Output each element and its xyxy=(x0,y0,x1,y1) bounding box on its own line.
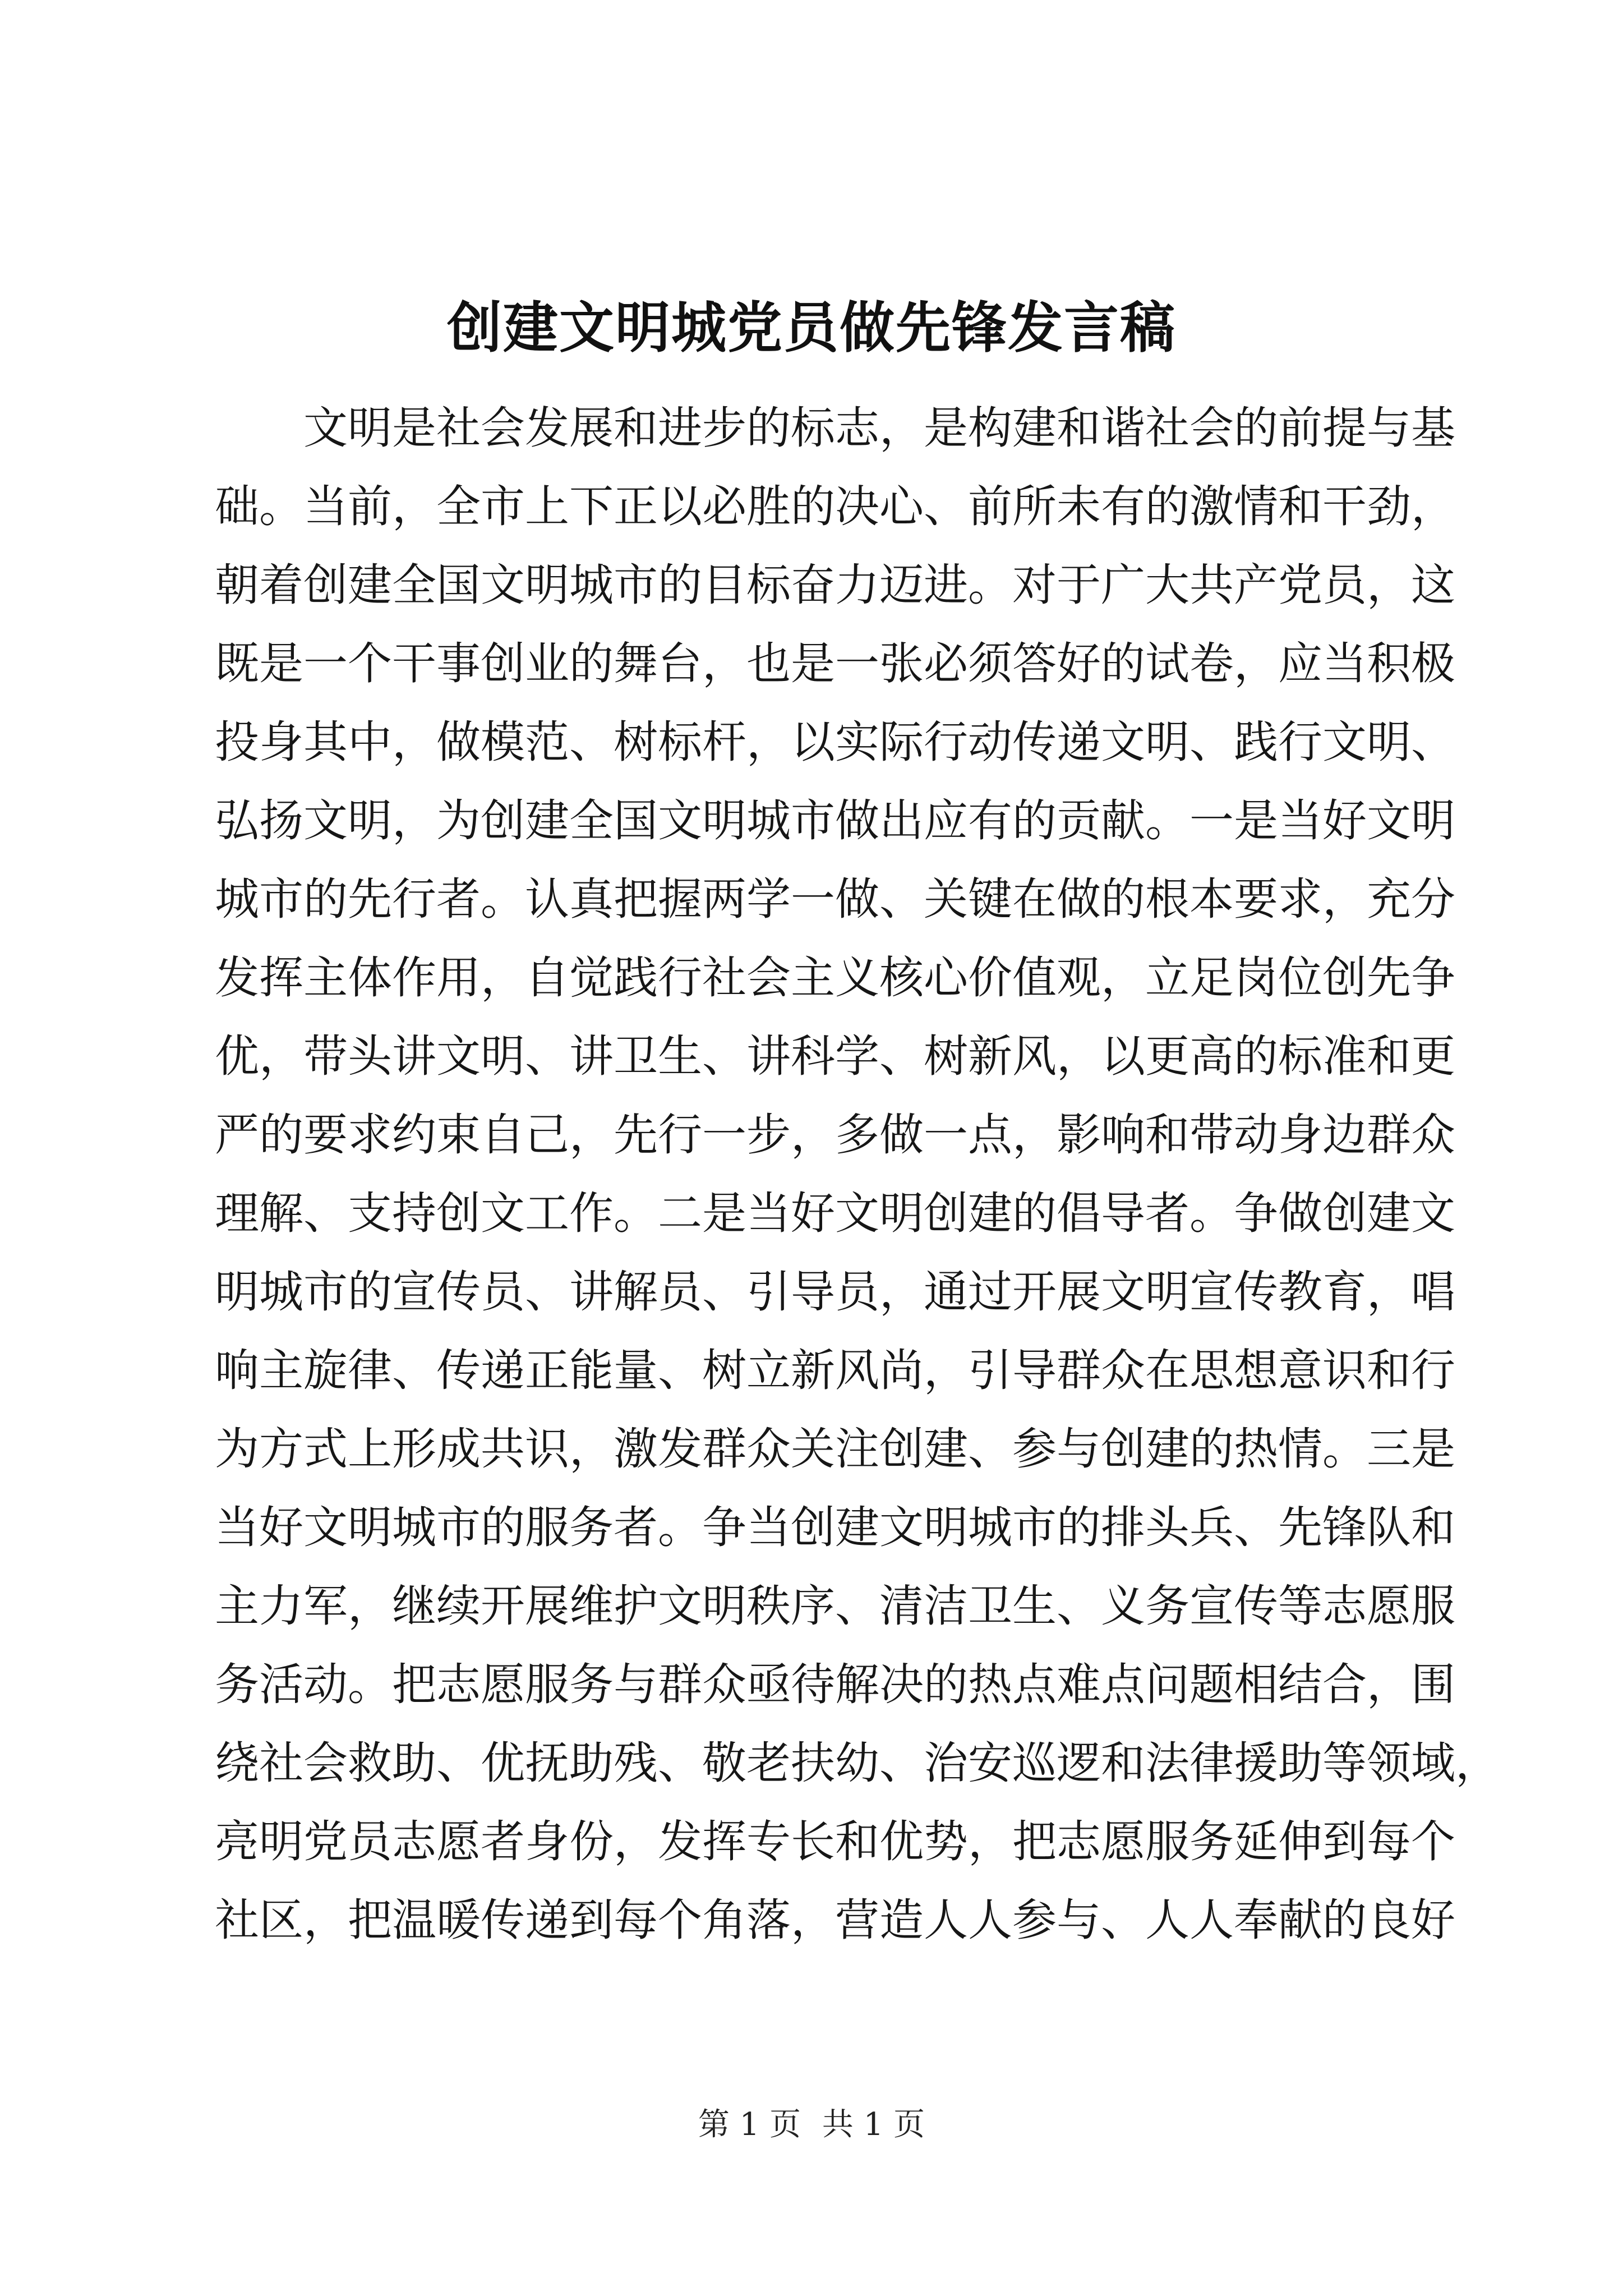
paragraph-line: 理解、支持创文工作。二是当好文明创建的倡导者。争做创建文 xyxy=(215,1188,1455,1239)
paragraph-line: 响主旋律、传递正能量、树立新风尚，引导群众在思想意识和行 xyxy=(215,1345,1455,1396)
paragraph-line: 社区，把温暖传递到每个角落，营造人人参与、人人奉献的良好 xyxy=(215,1894,1455,1946)
paragraph-line: 主力军，继续开展维护文明秩序、清洁卫生、义务宣传等志愿服 xyxy=(215,1580,1455,1632)
paragraph-line: 弘扬文明，为创建全国文明城市做出应有的贡献。一是当好文明 xyxy=(215,795,1455,846)
document-title: 创建文明城党员做先锋发言稿 xyxy=(446,296,1176,360)
paragraph-line: 绕社会救助、优抚助残、敬老扶幼、治安巡逻和法律援助等领域， xyxy=(215,1737,1500,1789)
paragraph-line: 投身其中，做模范、树标杆，以实际行动传递文明、践行文明、 xyxy=(215,716,1455,768)
paragraph-line: 优，带头讲文明、讲卫生、讲科学、树新风，以更高的标准和更 xyxy=(215,1030,1455,1082)
page-total: 共 1 页 xyxy=(822,2106,925,2143)
paragraph-line: 既是一个干事创业的舞台，也是一张必须答好的试卷，应当积极 xyxy=(215,638,1455,689)
paragraph-line: 亮明党员志愿者身份，发挥专长和优势，把志愿服务延伸到每个 xyxy=(215,1816,1455,1867)
paragraph-line: 文明是社会发展和进步的标志，是构建和谐社会的前提与基 xyxy=(303,402,1455,454)
paragraph-line: 当好文明城市的服务者。争当创建文明城市的排头兵、先锋队和 xyxy=(215,1502,1455,1553)
paragraph-line: 为方式上形成共识，激发群众关注创建、参与创建的热情。三是 xyxy=(215,1423,1455,1475)
paragraph-line: 发挥主体作用，自觉践行社会主义核心价值观，立足岗位创先争 xyxy=(215,952,1455,1004)
page-footer xyxy=(0,2102,1623,2147)
paragraph-line: 朝着创建全国文明城市的目标奋力迈进。对于广大共产党员，这 xyxy=(215,559,1455,611)
page-number: 第 1 页 xyxy=(698,2106,801,2143)
paragraph-line: 明城市的宣传员、讲解员、引导员，通过开展文明宣传教育，唱 xyxy=(215,1266,1455,1318)
paragraph-line: 严的要求约束自己，先行一步，多做一点，影响和带动身边群众 xyxy=(215,1109,1455,1161)
paragraph-line: 础。当前，全市上下正以必胜的决心、前所未有的激情和干劲， xyxy=(215,481,1455,532)
document-body xyxy=(215,389,1500,1959)
paragraph-line: 城市的先行者。认真把握两学一做、关键在做的根本要求，充分 xyxy=(215,873,1455,925)
paragraph-line: 务活动。把志愿服务与群众亟待解决的热点难点问题相结合，围 xyxy=(215,1659,1455,1710)
